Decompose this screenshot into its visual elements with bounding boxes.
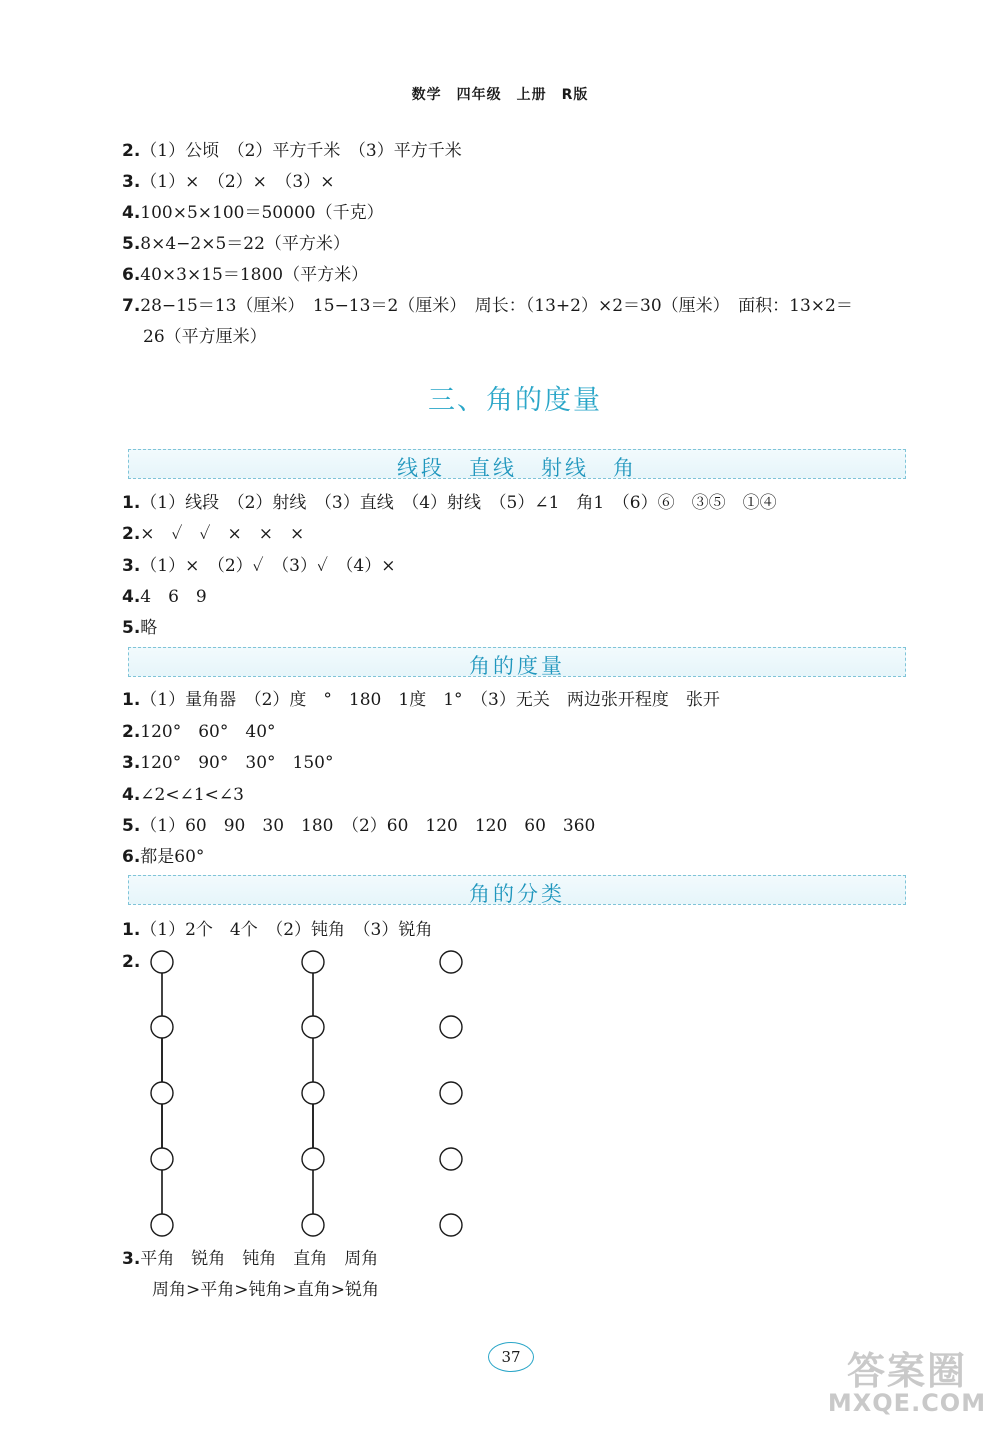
page-number: 37 — [488, 1342, 534, 1372]
matching-circle — [302, 1214, 324, 1236]
answer-line: 3.（1）× （2）✓ （3）✓ （4）× — [122, 556, 396, 576]
watermark-url: MXQE.COM — [827, 1389, 987, 1417]
answer-line: 3.平角 锐角 钝角 直角 周角 — [122, 1249, 379, 1269]
answer-line: 5.略 — [122, 618, 158, 638]
answer-line: 6.40×3×15＝1800（平方米） — [122, 265, 369, 285]
answer-line: 4.100×5×100＝50000（千克） — [122, 203, 384, 223]
answer-line: 1.（1）2个 4个 （2）钝角 （3）锐角 — [122, 920, 433, 940]
chapter-title: 三、角的度量 — [428, 385, 602, 416]
section-header: 线段 直线 射线 角 — [128, 449, 906, 479]
answer-line: 4.4 6 9 — [122, 587, 207, 607]
answer-line: 1.（1）量角器 （2）度 ° 180 1度 1° （3）无关 两边张开程度 张开 — [122, 690, 720, 710]
matching-circle — [302, 1082, 324, 1104]
watermark — [812, 1340, 1000, 1432]
section-header: 角的分类 — [128, 875, 906, 905]
page-header: 数学 四年级 上册 R版 — [411, 87, 589, 103]
matching-circle — [440, 951, 462, 973]
answer-line: 1.（1）线段 （2）射线 （3）直线 （4）射线 （5）∠1 角1 （6）⑥ ③⑤ ①④ — [122, 493, 777, 513]
matching-circle — [151, 1148, 173, 1170]
answer-line-continued: 周角>平角>钝角>直角>锐角 — [152, 1280, 379, 1300]
section-header: 角的度量 — [128, 647, 906, 677]
matching-circle — [151, 1082, 173, 1104]
matching-circle — [302, 951, 324, 973]
answer-line: 5.（1）60 90 30 180 （2）60 120 120 60 360 — [122, 816, 596, 836]
answer-line: 4.∠2<∠1<∠3 — [122, 785, 244, 805]
answer-line: 6.都是60° — [122, 847, 205, 867]
answer-line: 2.120° 60° 40° — [122, 722, 276, 742]
matching-diagram — [140, 942, 480, 1242]
matching-circle — [440, 1214, 462, 1236]
matching-circle — [151, 951, 173, 973]
matching-circle — [302, 1016, 324, 1038]
matching-circle — [151, 1016, 173, 1038]
answer-line: 3.120° 90° 30° 150° — [122, 753, 334, 773]
answer-line-continued: 26（平方厘米） — [143, 327, 267, 347]
answer-line: 2.（1）公顷 （2）平方千米 （3）平方千米 — [122, 141, 462, 161]
answer-line: 2.× ✓ ✓ × × × — [122, 524, 305, 544]
matching-circle — [151, 1214, 173, 1236]
matching-circle — [440, 1148, 462, 1170]
watermark-logo-text: 答案圈 — [846, 1349, 967, 1393]
matching-question-number: 2. — [122, 952, 141, 972]
matching-circle — [440, 1016, 462, 1038]
answer-line: 3.（1）× （2）× （3）× — [122, 172, 335, 192]
answer-line: 5.8×4−2×5＝22（平方米） — [122, 234, 350, 254]
matching-circle — [440, 1082, 462, 1104]
matching-circle — [302, 1148, 324, 1170]
answer-line: 7.28−15＝13（厘米） 15−13＝2（厘米） 周长：（13+2）×2＝30（厘米） 面积：13×2＝ — [122, 296, 853, 316]
